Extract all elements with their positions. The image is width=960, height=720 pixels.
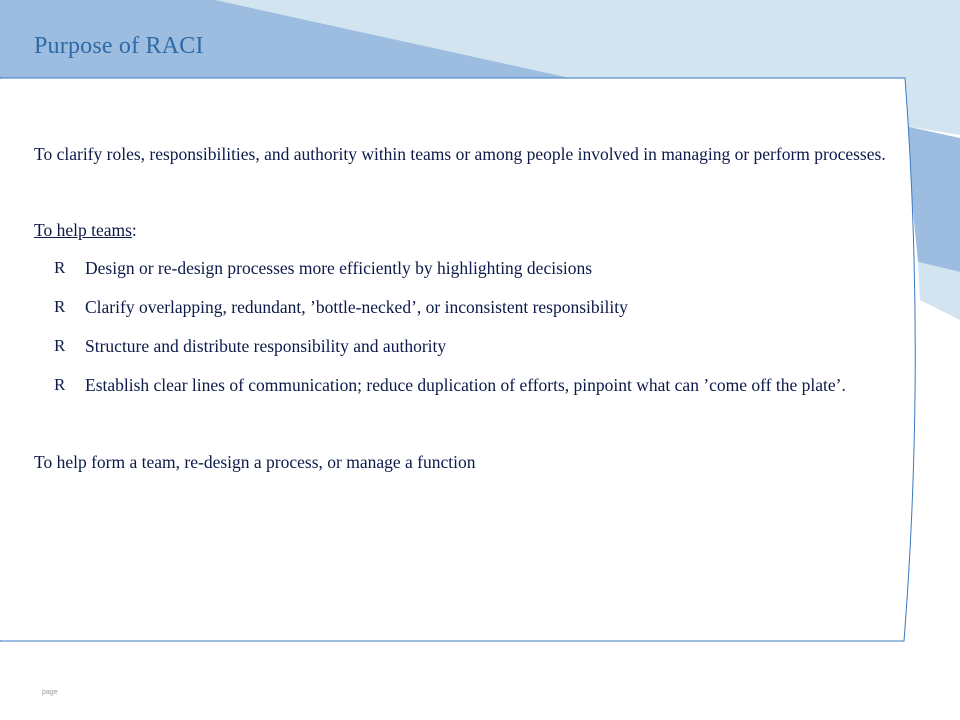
bullet-marker: R <box>54 297 66 316</box>
closing-paragraph: To help form a team, re-design a process, or manage a function <box>34 452 476 472</box>
list-item <box>34 291 900 323</box>
list-item-text: Structure and distribute responsibility and authority <box>85 336 447 356</box>
list-item-text: Design or re-design processes more efficiently by highlighting decisions <box>85 258 593 278</box>
bullet-marker: R <box>54 375 66 394</box>
page-title: Purpose of RACI <box>34 33 204 59</box>
help-teams-label: To help teams <box>34 220 132 240</box>
frame-left-cover <box>0 79 2 640</box>
intro-paragraph: To clarify roles, responsibilities, and authority within teams or among people involved in managing or perform processes. <box>34 144 886 164</box>
help-teams-heading <box>34 214 900 246</box>
spacer <box>34 408 900 446</box>
list-item <box>34 369 900 401</box>
bullet-marker: R <box>54 336 66 355</box>
list-item-text: Establish clear lines of communication; reduce duplication of efforts, pinpoint what can ’come off the plate’. <box>85 375 846 395</box>
help-teams-list <box>34 252 900 401</box>
list-item <box>34 330 900 362</box>
spacer <box>34 170 900 214</box>
slide-body <box>34 138 900 478</box>
page-footer: page <box>42 689 58 696</box>
list-item-text: Clarify overlapping, redundant, ’bottle-necked’, or inconsistent responsibility <box>85 297 628 317</box>
list-item <box>34 252 900 284</box>
bullet-marker: R <box>54 258 66 277</box>
help-teams-colon: : <box>131 220 137 240</box>
